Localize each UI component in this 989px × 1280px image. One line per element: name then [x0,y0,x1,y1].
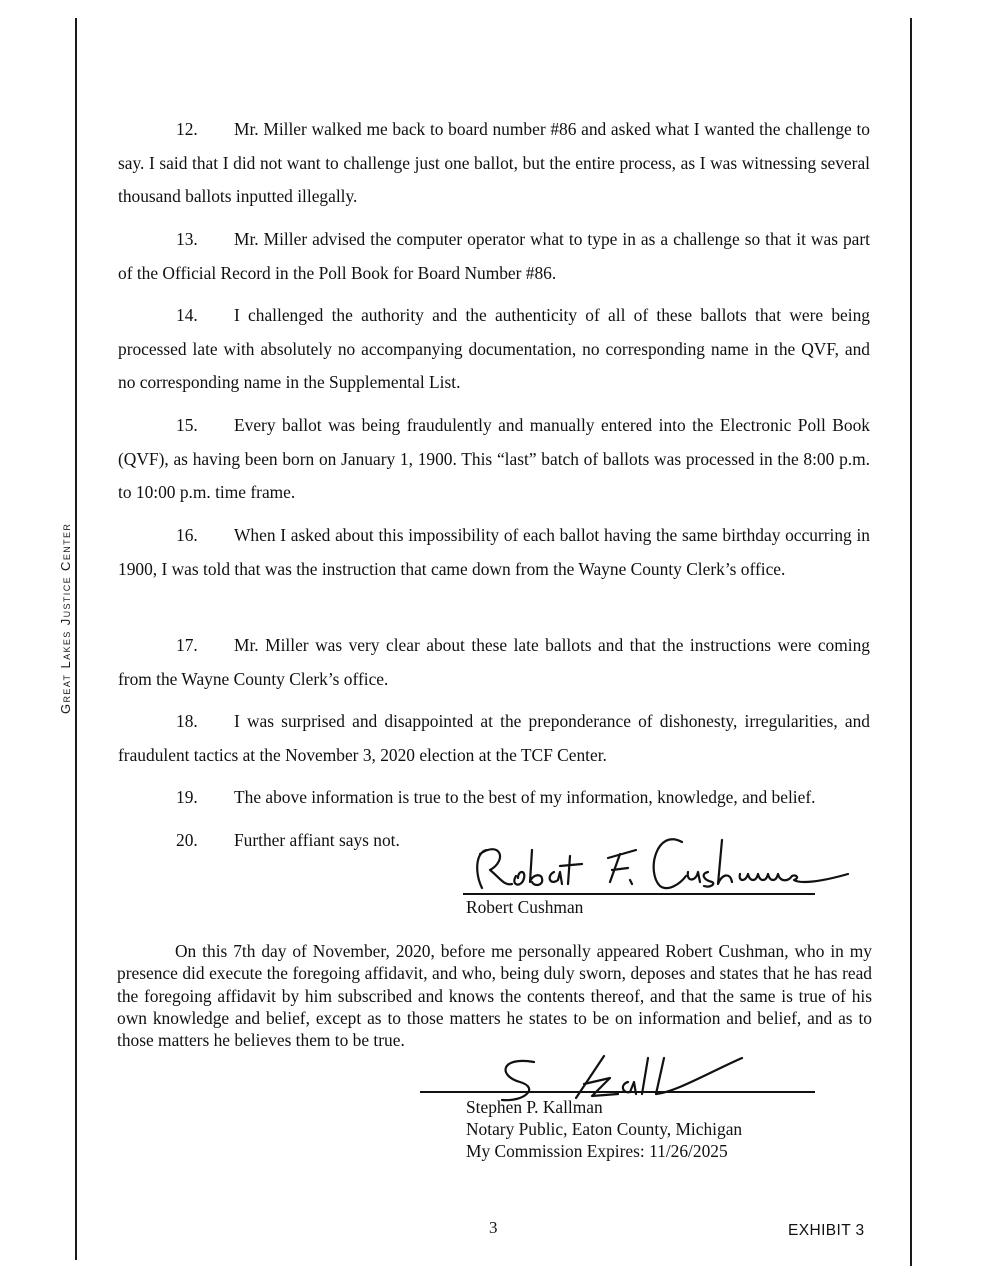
exhibit-label: EXHIBIT 3 [788,1222,865,1239]
paragraph-number: 13. [176,229,198,249]
paragraph-19 [176,781,815,815]
paragraph-text: The above information is true to the best of my information, knowledge, and belief. [234,787,816,807]
paragraph-text: I challenged the authority and the authenticity of all of these ballots that were being processed late with absolutely no accompanying documentation, no corresponding name in the QVF, and no corresponding name in the Supplemental List. [118,305,870,392]
paragraph-text: Every ballot was being fraudulently and manually entered into the Electronic Poll Book (QVF), as having been born on January 1, 1900. This “last” batch of ballots was processed in the 8:00 p.m. to 10:00 p.m. time frame. [118,415,870,502]
paragraph-20 [176,824,400,858]
paragraph-number: 17. [176,635,198,655]
paragraph-12 [118,113,870,214]
affiant-name: Robert Cushman [466,897,584,917]
paragraph-number: 15. [176,415,198,435]
paragraph-text: Mr. Miller was very clear about these late ballots and that the instructions were coming from the Wayne County Clerk’s office. [118,635,870,689]
paragraph-text: Mr. Miller walked me back to board number #86 and asked what I wanted the challenge to say. I said that I did not want to challenge just one ballot, but the entire process, as I was witnessing several thousand ballots inputted illegally. [118,119,870,206]
paragraph-text: Mr. Miller advised the computer operator what to type in as a challenge so that it was part of the Official Record in the Poll Book for Board Number #86. [118,229,870,283]
paragraph-14 [118,299,870,400]
paragraph-number: 16. [176,525,198,545]
notary-name: Stephen P. Kallman [466,1097,603,1117]
paragraph-18 [118,705,870,772]
notary-signature-line [420,1091,815,1093]
left-margin-line [75,18,77,1260]
paragraph-number: 19. [176,787,198,807]
notary-commission: My Commission Expires: 11/26/2025 [466,1141,728,1161]
paragraph-15 [118,409,870,510]
side-label: Great Lakes Justice Center [58,517,73,720]
notary-title: Notary Public, Eaton County, Michigan [466,1119,743,1139]
paragraph-text: When I asked about this impossibility of each ballot having the same birthday occurring in 1900, I was told that was the instruction that came down from the Wayne County Clerk’s office. [118,525,870,579]
paragraph-17 [118,629,870,696]
affiant-signature [460,820,860,900]
paragraph-number: 12. [176,119,198,139]
paragraph-number: 14. [176,305,198,325]
notary-statement: On this 7th day of November, 2020, before me personally appeared Robert Cushman, who in my presence did execute the foregoing affidavit, and who, being duly sworn, deposes and states that he has read the foregoing affidavit by him subscribed and knows the contents thereof, and that the same is true of his own knowledge and belief, except as to those matters he states to be on information and belief, and as to those matters he believes them to be true. [117,941,872,1051]
paragraph-text: I was surprised and disappointed at the preponderance of dishonesty, irregularities, and fraudulent tactics at the November 3, 2020 election at the TCF Center. [118,711,870,765]
paragraph-13 [118,223,870,290]
right-margin-line [910,18,912,1266]
paragraph-16 [118,519,870,586]
page-number: 3 [489,1218,498,1237]
paragraph-number: 20. [176,830,198,850]
paragraph-number: 18. [176,711,198,731]
affiant-signature-line [463,893,815,895]
paragraph-text: Further affiant says not. [234,830,400,850]
